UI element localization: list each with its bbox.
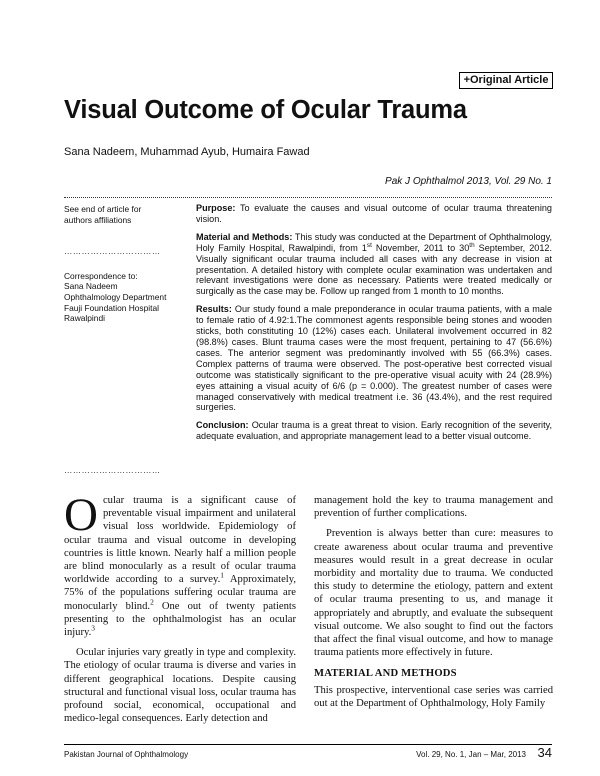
journal-citation: Pak J Ophthalmol 2013, Vol. 29 No. 1	[385, 176, 552, 187]
affiliation-note-line1: See end of article for	[64, 204, 142, 214]
abstract-methods	[196, 232, 552, 297]
conclusion-label: Conclusion:	[196, 420, 249, 431]
article-type-badge: +Original Article	[459, 72, 553, 89]
methods-text-1: This study was conducted at the Department of Ophthalmology, Holy Family Hospital, Rawalpindi, from 1	[196, 231, 552, 253]
methods-label: Material and Methods:	[196, 231, 293, 242]
affiliation-sidebar	[64, 204, 186, 324]
footer-journal-name: Pakistan Journal of Ophthalmology	[64, 750, 189, 759]
intro-text-a: cular trauma is a significant cause of preventable visual impairment and unilateral visual loss worldwide. Epidemiology of ocular trauma and visual outcome in developing countries is little known. Nearly half a million people are blind monocularly as a result of ocular trauma worldwide according to a survey.	[64, 495, 296, 586]
intro-paragraph-3: management hold the key to trauma management and prevention of further complications.	[314, 495, 553, 520]
body-column-right	[314, 494, 553, 710]
reference-3: 3	[91, 623, 95, 633]
abstract-conclusion	[196, 420, 552, 442]
correspondence-city: Rawalpindi	[64, 313, 105, 324]
intro-paragraph-1	[64, 489, 296, 639]
results-label: Results:	[196, 304, 232, 315]
drop-cap: O	[64, 489, 98, 541]
methods-text-3: September, 2012. Visually significant ocular trauma included all cases with any decrease in vision at presentation. A detailed history with complete ocular examination was undertaken and relevant investigations were done as necessary. Patients were treated medically or surgically as the case may be. Follow up ranged from 1 month to 10 months.	[196, 242, 552, 297]
header-divider	[64, 197, 552, 198]
author-list: Sana Nadeem, Muhammad Ayub, Humaira Fawad	[64, 146, 310, 158]
abstract-purpose	[196, 203, 552, 225]
purpose-label: Purpose:	[196, 203, 236, 213]
methods-sup-th: th	[469, 241, 475, 249]
methods-text-2: November, 2011 to 30	[375, 242, 470, 253]
correspondence-name: Sana Nadeem	[64, 281, 118, 292]
methods-paragraph-1: This prospective, interventional case series was carried out at the Department of Ophthalmology, Holy Family	[314, 684, 553, 709]
results-text: Our study found a male preponderance in ocular trauma patients, with a male to female ratio of 4.92:1.The commonest agents responsible being stones and wooden sticks, both constituting 10 (12%) cases each. Unilateral involvement occurred in 82 (98.8%) cases. Blunt trauma cases were the most frequent, pertaining to 47 (56.6%) cases. The anterior segment was predominantly involved with 55 (66.3%) cases. Complex patterns of trauma were observed. The post-operative best corrected visual outcome was statistically significant to the pre-operative visual acuity with 24 (28.9%) eyes attaining a visual acuity of 6/6 (p = 0.000). The greatest number of cases were managed conservatively with medical treatment i.e. 36 (43.4%), and the rest required surgeries.	[196, 304, 552, 413]
methods-sup-st: st	[366, 241, 372, 249]
abstract	[196, 203, 552, 449]
purpose-text: To evaluate the causes and visual outcome of ocular trauma threatening vision.	[196, 203, 552, 224]
page-number: 34	[537, 745, 552, 760]
sidebar-dots-bottom: ……………………………	[64, 465, 161, 475]
article-title: Visual Outcome of Ocular Trauma	[64, 96, 467, 124]
conclusion-text: Ocular trauma is a great threat to vision. Early recognition of the severity, adequate evaluation, and appropriate management lead to a better visual outcome.	[196, 420, 552, 442]
affiliation-note-line2: authors affiliations	[64, 214, 132, 225]
intro-paragraph-4: Prevention is always better than cure: measures to create awareness about ocular trauma and preventive measures would result in a great decrease in ocular morbidity and mortality due to trauma. We conducted this study to determine the etiology, pattern and extent of ocular trauma presenting to us, and manage it appropriately and abruptly, and evaluate the subsequent visual outcome. We also sought to find out the factors that affect the final visual outcome, and how to manage trauma patients more effectively in future.	[314, 528, 553, 659]
correspondence-hospital: Fauji Foundation Hospital	[64, 302, 159, 313]
footer-divider	[64, 744, 552, 745]
methods-section-heading: MATERIAL AND METHODS	[314, 668, 457, 680]
reference-1: 1	[220, 570, 224, 580]
intro-text-b: Approximately, 75% of the populations suffering ocular trauma are monocularly blind.	[64, 574, 296, 612]
intro-text-c: One out of twenty patients presenting to the ophthalmologist has an ocular injury.	[64, 600, 296, 639]
abstract-results	[196, 304, 552, 413]
intro-paragraph-2: Ocular injuries vary greatly in type and complexity. The etiology of ocular trauma is diverse and varies in different geographical locations. Despite causing structural and functional visual loss, ocular trauma has profound social, economical, occupational and medico-legal consequences. Early detection and	[64, 647, 296, 725]
body-column-left	[64, 489, 296, 725]
correspondence-department: Ophthalmology Department	[64, 291, 167, 302]
footer-issue: Vol. 29, No. 1, Jan – Mar, 2013	[416, 750, 526, 759]
reference-2: 2	[150, 597, 154, 607]
correspondence-label: Correspondence to:	[64, 270, 138, 281]
sidebar-dots-separator: ……………………………	[64, 246, 161, 257]
